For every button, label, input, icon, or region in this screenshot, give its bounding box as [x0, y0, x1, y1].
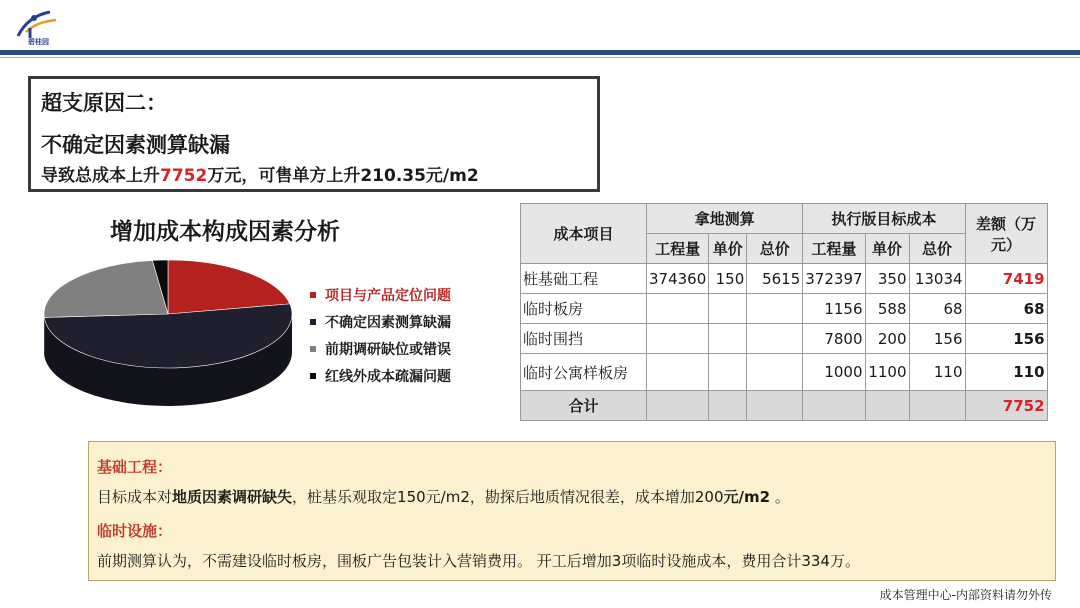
legend-swatch [310, 346, 316, 352]
cell-diff: 68 [965, 294, 1047, 324]
total-empty [803, 391, 865, 421]
cell-q1 [647, 354, 709, 391]
legend-swatch [310, 373, 316, 379]
legend-item [310, 308, 451, 335]
total-empty [709, 391, 747, 421]
note-emphasis: 地质因素调研缺失 [172, 488, 293, 506]
cell-t1 [747, 354, 803, 391]
total-value: 7752 [965, 391, 1047, 421]
header-unit-1: 单价 [709, 234, 747, 264]
total-empty [647, 391, 709, 421]
footer-text: 成本管理中心-内部资料请勿外传 [879, 588, 1052, 602]
note-heading-temporary: 临时设施： [97, 522, 173, 540]
cell-q1 [647, 294, 709, 324]
header-total-2: 总价 [909, 234, 965, 264]
cell-diff: 7419 [965, 264, 1047, 294]
row-name: 临时板房 [521, 294, 647, 324]
note-text: 目标成本对 [97, 488, 173, 506]
header-rule [0, 50, 1080, 55]
legend-label: 前期调研缺位或错误 [325, 341, 451, 358]
header-rule-thin [0, 57, 1080, 58]
table-row [521, 294, 1048, 324]
cell-t1 [747, 324, 803, 354]
header-bar [0, 0, 1080, 50]
note-text: ，桩基乐观取定150元/m2，勘探后地质情况很差，成本增加200 [292, 488, 724, 506]
legend-item [310, 362, 451, 389]
note-emphasis: 元/m2 [723, 488, 771, 506]
cell-u1 [709, 294, 747, 324]
title-box [28, 76, 600, 192]
header-diff: 差额（万元） [965, 204, 1047, 264]
legend-label: 不确定因素测算缺漏 [325, 314, 451, 331]
cell-t2: 110 [909, 354, 965, 391]
note-body-foundation [97, 486, 790, 507]
cell-q1 [647, 324, 709, 354]
chart-legend [310, 281, 451, 389]
cell-q2: 1000 [803, 354, 865, 391]
header-group-land: 拿地测算 [647, 204, 803, 234]
legend-swatch [310, 319, 316, 325]
table-row [521, 324, 1048, 354]
cell-u2: 588 [865, 294, 909, 324]
header-qty-2: 工程量 [803, 234, 865, 264]
title-line-1: 超支原因二： [41, 91, 167, 115]
row-name: 临时公寓样板房 [521, 354, 647, 391]
total-label: 合计 [521, 391, 647, 421]
header-total-1: 总价 [747, 234, 803, 264]
title-line-3 [41, 161, 479, 186]
header-group-exec: 执行版目标成本 [803, 204, 965, 234]
cell-u2: 350 [865, 264, 909, 294]
cell-q2: 372397 [803, 264, 865, 294]
cell-diff: 156 [965, 324, 1047, 354]
total-empty [909, 391, 965, 421]
cell-u1 [709, 324, 747, 354]
note-text: 。 [770, 488, 790, 506]
pie-chart [40, 252, 310, 412]
cell-u2: 1100 [865, 354, 909, 391]
title-line-3-value: 7752 [160, 166, 208, 186]
table-row [521, 354, 1048, 391]
cell-q2: 1156 [803, 294, 865, 324]
logo-text: 碧桂园 [28, 38, 49, 46]
chart-title: 增加成本构成因素分析 [110, 219, 340, 245]
cell-q2: 7800 [803, 324, 865, 354]
table-row [521, 264, 1048, 294]
row-name: 桩基础工程 [521, 264, 647, 294]
cell-u1: 150 [709, 264, 747, 294]
note-heading-foundation: 基础工程： [97, 458, 173, 476]
header-item: 成本项目 [521, 204, 647, 264]
total-empty [865, 391, 909, 421]
cell-t2: 13034 [909, 264, 965, 294]
row-name: 临时围挡 [521, 324, 647, 354]
header-qty-1: 工程量 [647, 234, 709, 264]
cell-u1 [709, 354, 747, 391]
explanation-box [88, 441, 1056, 581]
legend-swatch [310, 292, 316, 298]
legend-label: 红线外成本疏漏问题 [325, 368, 451, 385]
cost-table [520, 203, 1048, 421]
cell-t1 [747, 294, 803, 324]
cell-diff: 110 [965, 354, 1047, 391]
total-empty [747, 391, 803, 421]
pie-slice-2 [44, 260, 168, 317]
title-line-3-suffix: 万元，可售单方上升210.35元/m2 [207, 166, 479, 186]
table-total-row [521, 391, 1048, 421]
cell-t2: 156 [909, 324, 965, 354]
note-body-temporary: 前期测算认为，不需建设临时板房，围板广告包装计入营销费用。 开工后增加3项临时设施成本，费用合计334万。 [97, 552, 860, 570]
header-unit-2: 单价 [865, 234, 909, 264]
cell-u2: 200 [865, 324, 909, 354]
cell-t1: 5615 [747, 264, 803, 294]
title-line-2: 不确定因素测算缺漏 [41, 133, 230, 157]
title-line-3-prefix: 导致总成本上升 [41, 166, 160, 186]
legend-item [310, 335, 451, 362]
cell-q1: 374360 [647, 264, 709, 294]
cell-t2: 68 [909, 294, 965, 324]
legend-item [310, 281, 451, 308]
legend-label: 项目与产品定位问题 [325, 287, 451, 304]
